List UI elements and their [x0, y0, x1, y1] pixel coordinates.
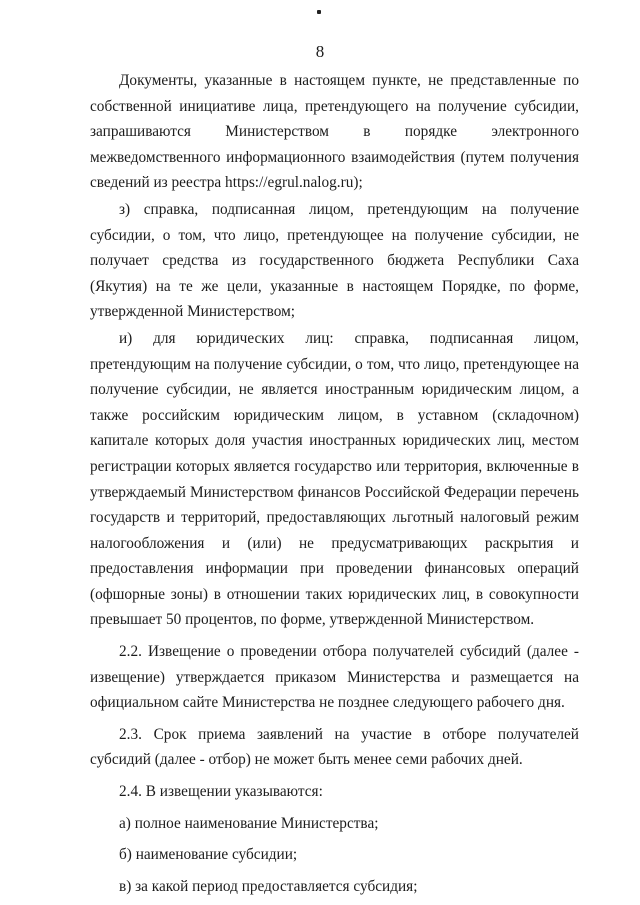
paragraph-item-a: а) полное наименование Министерства;: [119, 814, 379, 832]
paragraph-2-4: 2.4. В извещении указываются:: [119, 783, 323, 801]
paragraph-item-i: и) для юридических лиц: справка, подписанная лицом, претендующим на получение субсидии, о том, что лицо, претендующее на получение субсидии, не является иностранным юридическим лицом, а также российским юридическим лицом, в уставном (складочном) капитале которых доля участия иностранных юридических лиц, местом регистрации которых является государство или территория, включенные в утверждаемый Министерством финансов Российской Федерации перечень государств и территорий, предоставляющих льготный налоговый режим налогообложения и (или) не предусматривающих раскрытия и предоставления информации при проведении финансовых операций (офшорные зоны) в отношении таких юридических лиц, в совокупности превышает 50 процентов, по форме, утвержденной Министерством.: [90, 329, 579, 629]
paragraph-item-b: б) наименование субсидии;: [119, 846, 298, 864]
paragraph-item-v: в) за какой период предоставляется субсидия;: [119, 877, 418, 895]
page-number: 8: [315, 42, 325, 61]
scan-mark: [317, 10, 321, 14]
document-body: [90, 68, 579, 899]
paragraph-2-3: 2.3. Срок приема заявлений на участие в отборе получателей субсидий (далее - отбор) не может быть менее семи рабочих дней.: [90, 725, 579, 769]
paragraph-2-2: 2.2. Извещение о проведении отбора получателей субсидий (далее - извещение) утверждается приказом Министерства и размещается на официальном сайте Министерства не позднее следующего рабочего дня.: [90, 643, 579, 712]
paragraph-item-z: з) справка, подписанная лицом, претендующим на получение субсидии, о том, что лицо, претендующее на получение субсидии, не получает средства из государственного бюджета Республики Саха (Якутия) на те же цели, указанные в настоящем Порядке, по форме, утвержденной Министерством;: [90, 200, 579, 321]
paragraph-documents-request: Документы, указанные в настоящем пункте, не представленные по собственной инициативе лица, претендующего на получение субсидии, запрашиваются Министерством в порядке электронного межведомственного информационного взаимодействия (путем получения сведений из реестра https://egrul.nalog.ru);: [90, 72, 579, 192]
